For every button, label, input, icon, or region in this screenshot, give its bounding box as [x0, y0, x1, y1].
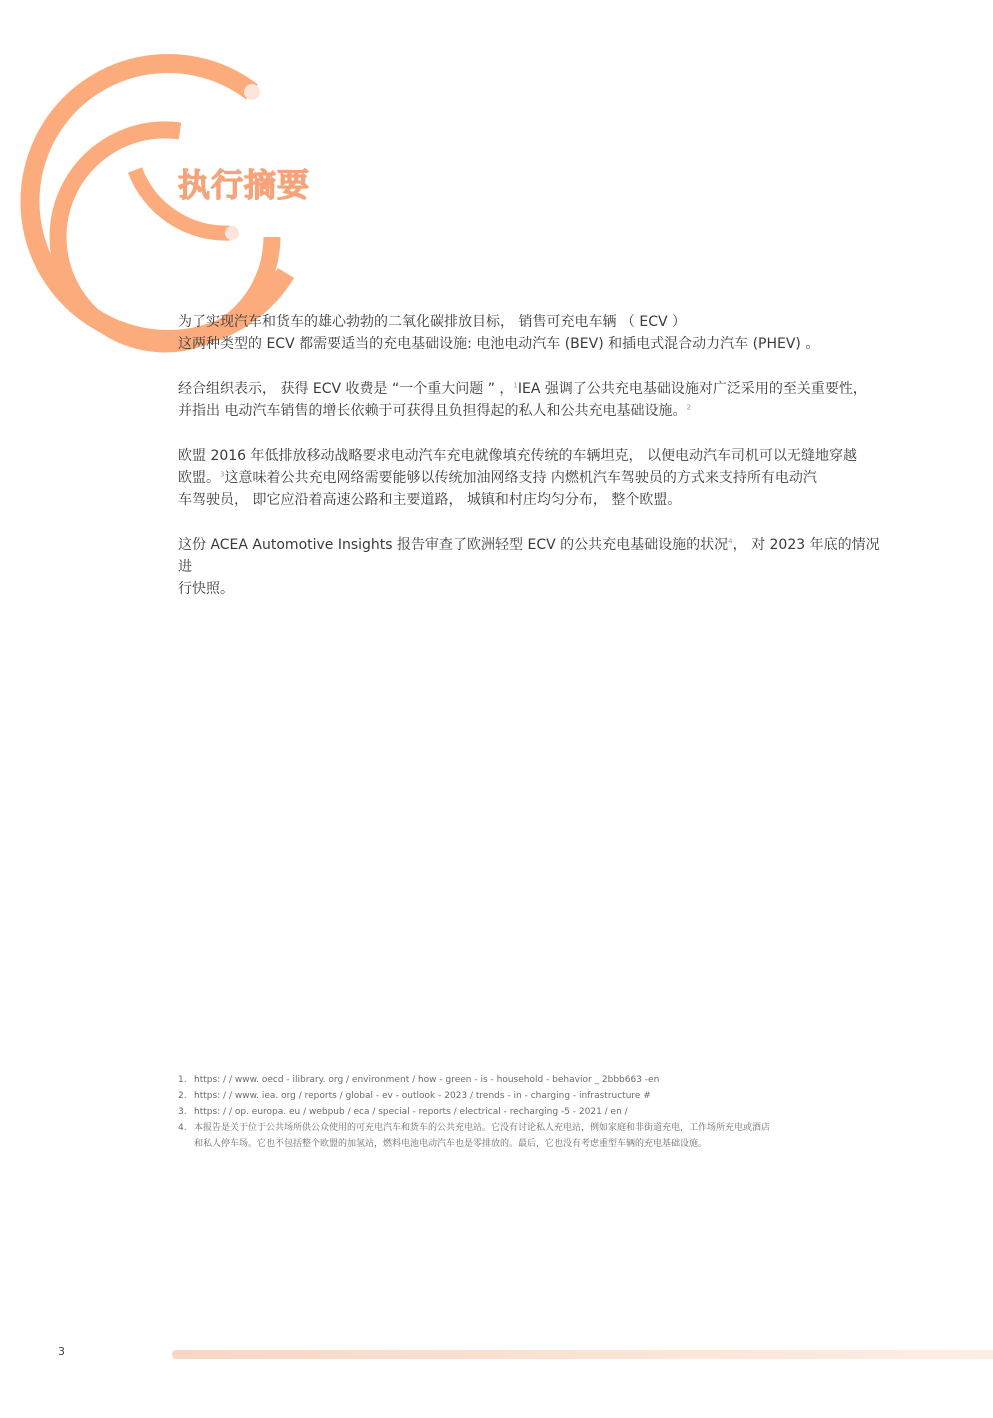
- executive-summary-body: [178, 311, 890, 623]
- paragraph-1-line-1: 为了实现汽车和货车的雄心勃勃的二氧化碳排放目标， 销售可充电车辆 （ ECV ）: [178, 314, 686, 330]
- footnote-item: [178, 1088, 868, 1104]
- footnotes-list: [178, 1072, 868, 1152]
- paragraph-2-text-a: 经合组织表示， 获得 ECV 收费是 “一个重大问题 ” ，: [178, 381, 514, 397]
- paragraph-4-text-c: 行快照。: [178, 581, 234, 597]
- paragraph-1-line-2: 这两种类型的 ECV 都需要适当的充电基础设施: 电池电动汽车 (BEV) 和插电式混合动力汽车 (PHEV) 。: [178, 336, 820, 352]
- footnote-item: [178, 1104, 868, 1120]
- paragraph-3: [178, 445, 890, 511]
- paragraph-4-text-b: ， 对 2023 年底的情况进: [178, 537, 880, 575]
- paragraph-2-text-c: 并指出 电动汽车销售的增长依赖于可获得且负担得起的私人和公共充电基础设施。: [178, 403, 687, 419]
- footnote-number: 1.: [178, 1075, 187, 1085]
- footnote-ref-1[interactable]: 1: [513, 381, 518, 390]
- footnote-item: [178, 1120, 868, 1152]
- footnote-text-line-2: 和私人停车场。它也不包括整个欧盟的加氢站，燃料电池电动汽车也是零排放的。最后，它也没有考虑重型车辆的充电基础设施。: [194, 1139, 708, 1149]
- footnote-link[interactable]: https: / / www. iea. org / reports / global - ev - outlook - 2023 / trends - in - charging - infrastructure #: [194, 1091, 651, 1101]
- page-number: 3: [58, 1345, 65, 1358]
- page-title: 执行摘要: [178, 166, 311, 204]
- footer-accent-bar: [172, 1350, 993, 1359]
- footnote-text-line-1: 本报告是关于位于公共场所供公众使用的可充电汽车和货车的公共充电站。它没有讨论私人充电站，例如家庭和非街道充电，工作场所充电或酒店: [194, 1123, 771, 1133]
- footnote-number: 3.: [178, 1107, 187, 1117]
- footnote-ref-2[interactable]: 2: [686, 403, 691, 412]
- paragraph-4-text-a: 这份 ACEA Automotive Insights 报告审查了欧洲轻型 ECV 的公共充电基础设施的状况: [178, 537, 729, 553]
- footnote-item: [178, 1072, 868, 1088]
- footnote-ref-4[interactable]: 4: [728, 537, 733, 546]
- paragraph-3-text-c: 这意味着公共充电网络需要能够以传统加油网络支持 内燃机汽车驾驶员的方式来支持所有电动汽: [224, 470, 817, 486]
- footnote-number: 2.: [178, 1091, 187, 1101]
- paragraph-3-text-a: 欧盟 2016 年低排放移动战略要求电动汽车充电就像填充传统的车辆坦克， 以便电动汽车司机可以无缝地穿越: [178, 448, 857, 464]
- paragraph-2: [178, 378, 890, 422]
- paragraph-4: [178, 534, 890, 600]
- paragraph-3-text-b: 欧盟。: [178, 470, 220, 486]
- footnote-number: 4.: [178, 1123, 187, 1133]
- paragraph-2-text-b: IEA 强调了公共充电基础设施对广泛采用的至关重要性，: [517, 381, 867, 397]
- paragraph-1: [178, 311, 890, 355]
- footnote-link[interactable]: https: / / www. oecd - ilibrary. org / environment / how - green - is - household - behavior _ 2bbb663 -en: [194, 1075, 660, 1085]
- footnote-link[interactable]: https: / / op. europa. eu / webpub / eca / special - reports / electrical - recharging -5 - 2021 / en /: [194, 1107, 628, 1117]
- paragraph-3-text-d: 车驾驶员， 即它应沿着高速公路和主要道路， 城镇和村庄均匀分布， 整个欧盟。: [178, 492, 682, 508]
- footnote-ref-3[interactable]: 3: [220, 470, 225, 479]
